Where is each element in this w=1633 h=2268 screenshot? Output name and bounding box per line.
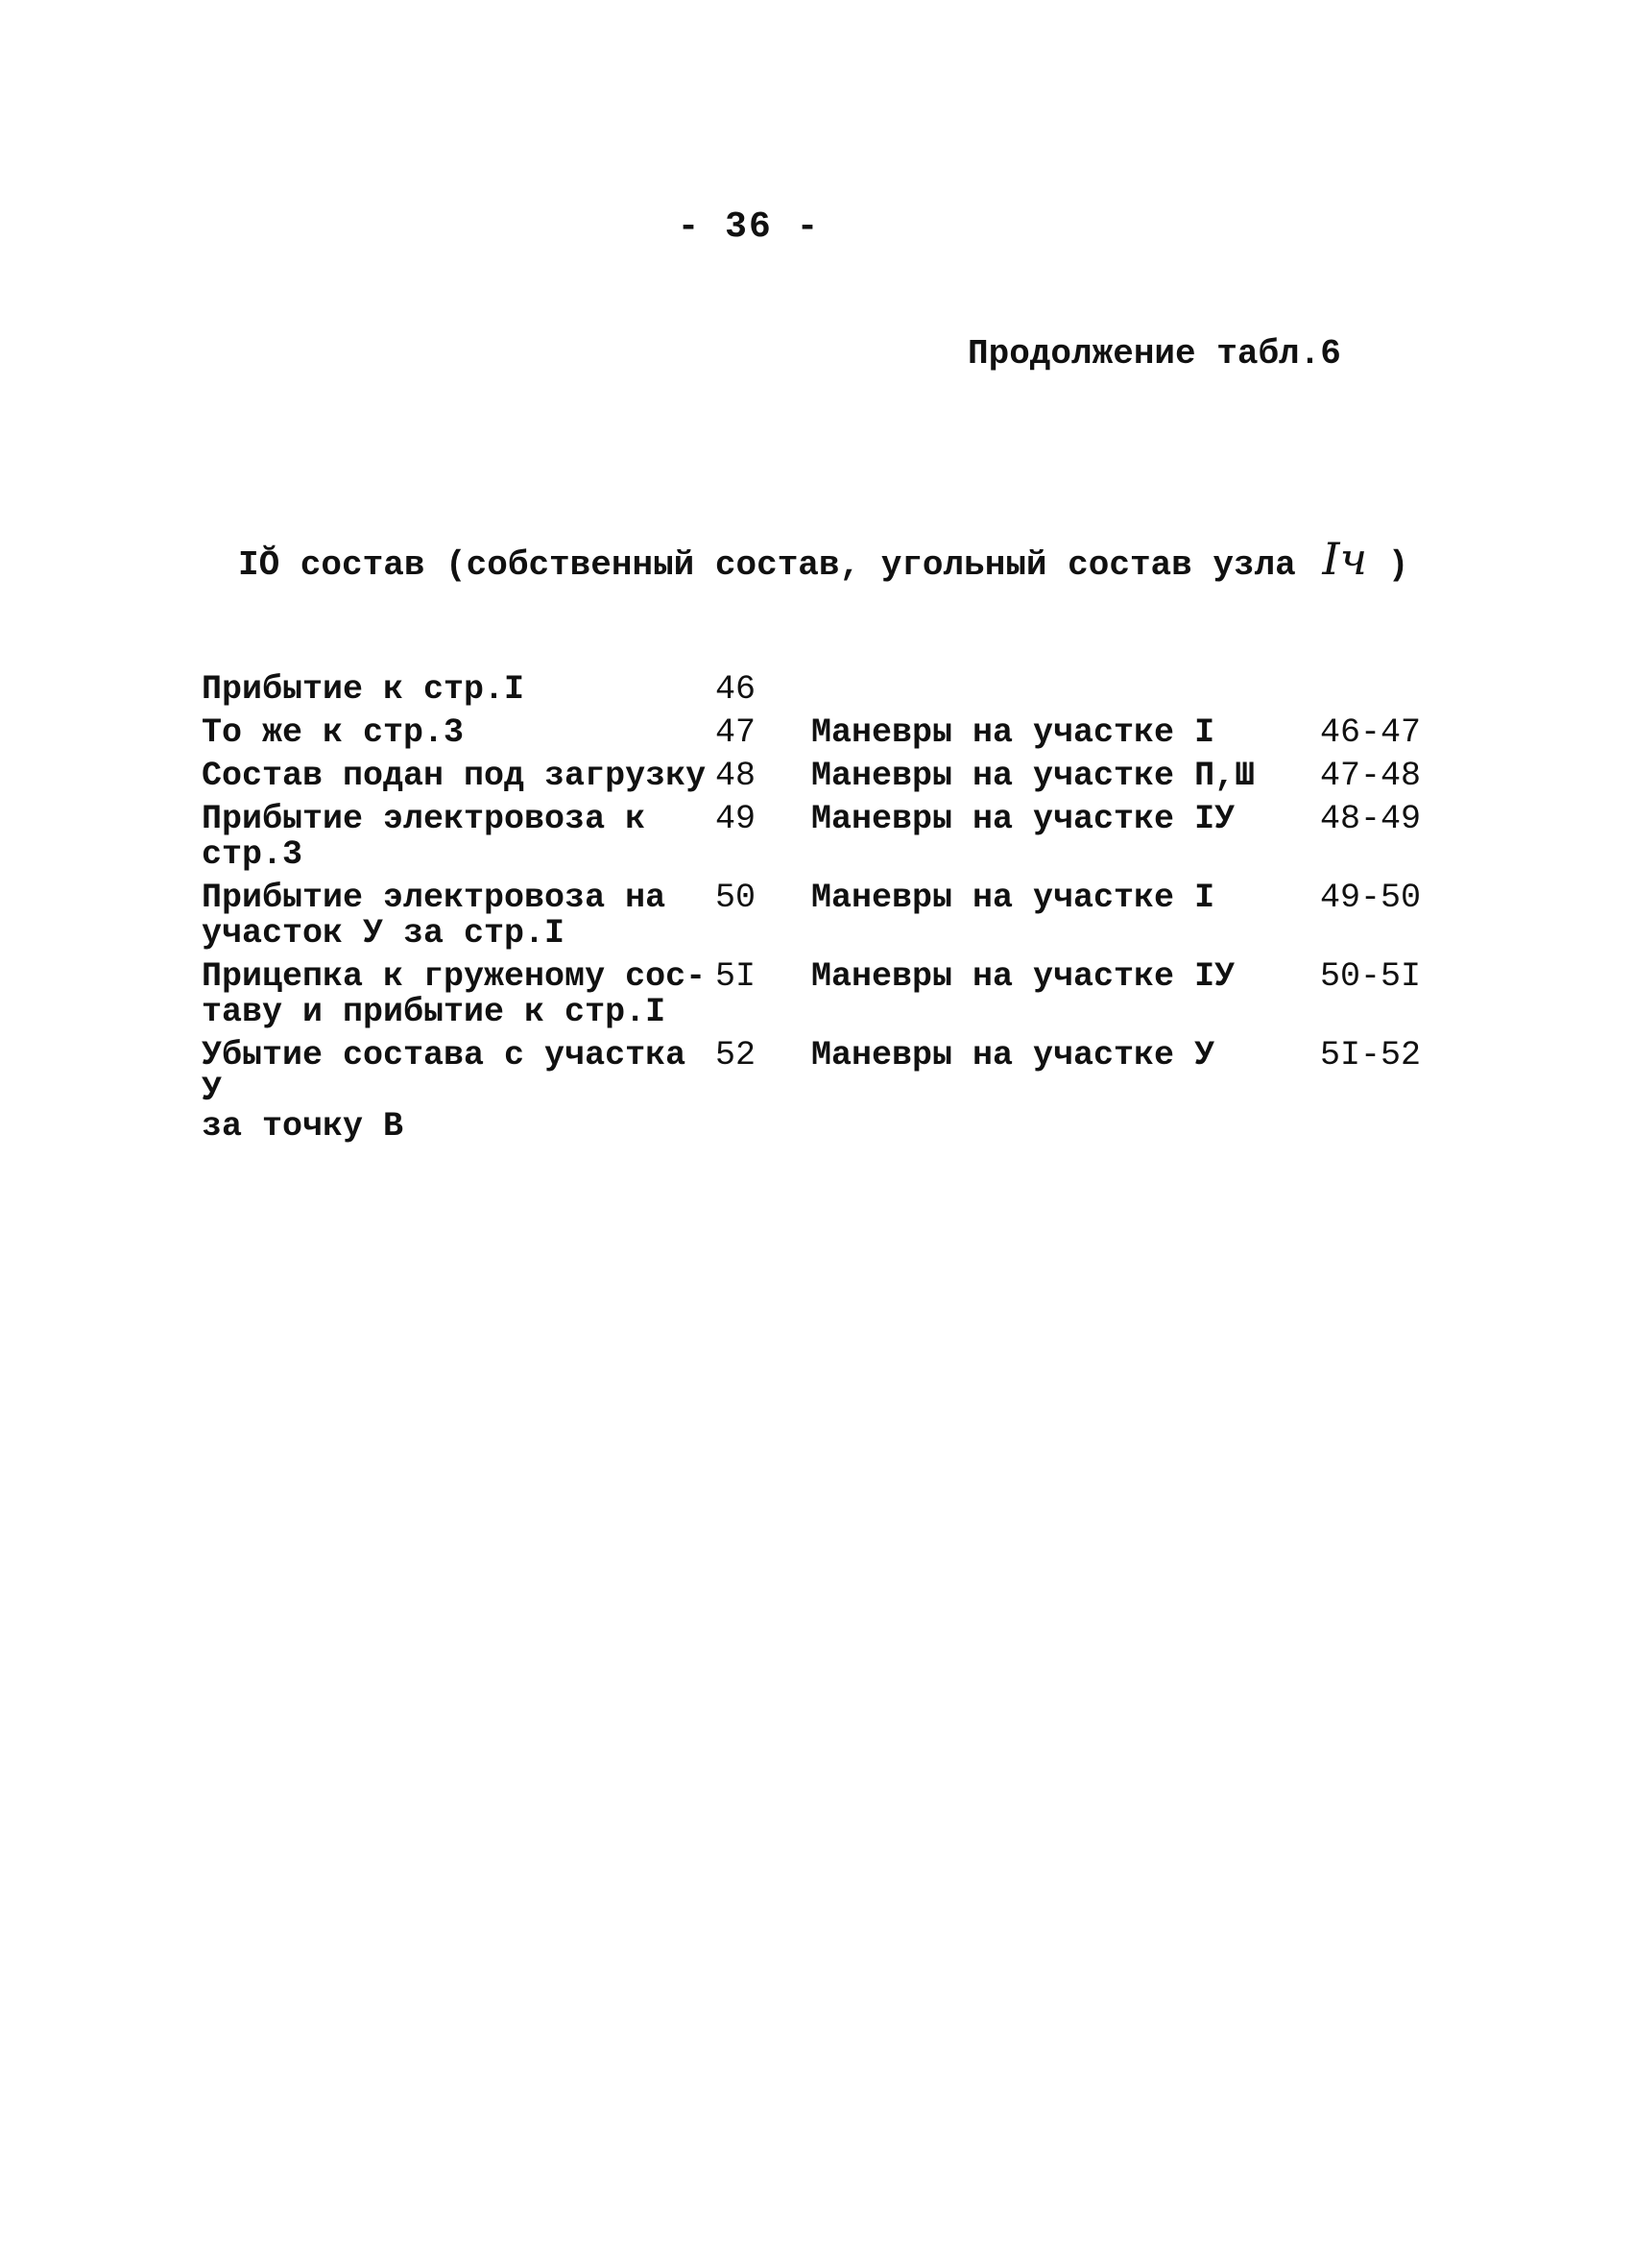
manoeuvre-cell: Маневры на участке IУ <box>811 800 1236 838</box>
time-cell: 50 <box>715 879 756 917</box>
interval-cell: 50-5I <box>1320 957 1422 996</box>
table-row <box>202 1038 1469 1145</box>
event-cell: То же к стр.3 <box>202 713 465 752</box>
event-cell: Состав подан под загрузку <box>202 757 707 795</box>
page-number: - 36 - <box>677 206 821 248</box>
section-heading-closing: ) <box>1387 545 1409 585</box>
event-cell: Прибытие электровоза на участок У за стр.I <box>202 879 666 953</box>
time-cell: 52 <box>715 1036 756 1074</box>
event-cell: Прибытие электровоза к стр.3 <box>202 800 646 874</box>
time-cell: 46 <box>715 670 756 709</box>
manoeuvre-cell: Маневры на участке I <box>811 879 1215 917</box>
section-heading-text: IŎ состав (собственный состав, угольный состав узла <box>238 545 1296 585</box>
table-row <box>202 759 1469 794</box>
schedule-table <box>202 672 1469 1152</box>
node-label: Iч <box>1322 533 1368 585</box>
manoeuvre-cell: Маневры на участке IУ <box>811 957 1236 996</box>
interval-cell: 49-50 <box>1320 879 1422 917</box>
interval-cell: 48-49 <box>1320 800 1422 838</box>
manoeuvre-cell: Маневры на участке П,Ш <box>811 757 1256 795</box>
manoeuvre-cell: Маневры на участке I <box>811 713 1215 752</box>
interval-cell: 5I-52 <box>1320 1036 1422 1074</box>
interval-cell: 47-48 <box>1320 757 1422 795</box>
table-row <box>202 959 1469 1030</box>
time-cell: 49 <box>715 800 756 838</box>
event-cell: Убытие состава с участка У за точку В <box>202 1036 686 1146</box>
interval-cell: 46-47 <box>1320 713 1422 752</box>
table-row <box>202 672 1469 708</box>
table-row <box>202 715 1469 751</box>
manoeuvre-cell: Маневры на участке У <box>811 1036 1215 1074</box>
table-row <box>202 881 1469 952</box>
table-continuation-label: Продолжение табл.6 <box>968 334 1341 374</box>
time-cell: 47 <box>715 713 756 752</box>
time-cell: 5I <box>715 957 756 996</box>
event-cell: Прицепка к груженому сос- таву и прибытие к стр.I <box>202 957 707 1031</box>
event-cell: Прибытие к стр.I <box>202 670 525 709</box>
section-heading <box>238 533 1408 585</box>
table-row <box>202 802 1469 873</box>
time-cell: 48 <box>715 757 756 795</box>
